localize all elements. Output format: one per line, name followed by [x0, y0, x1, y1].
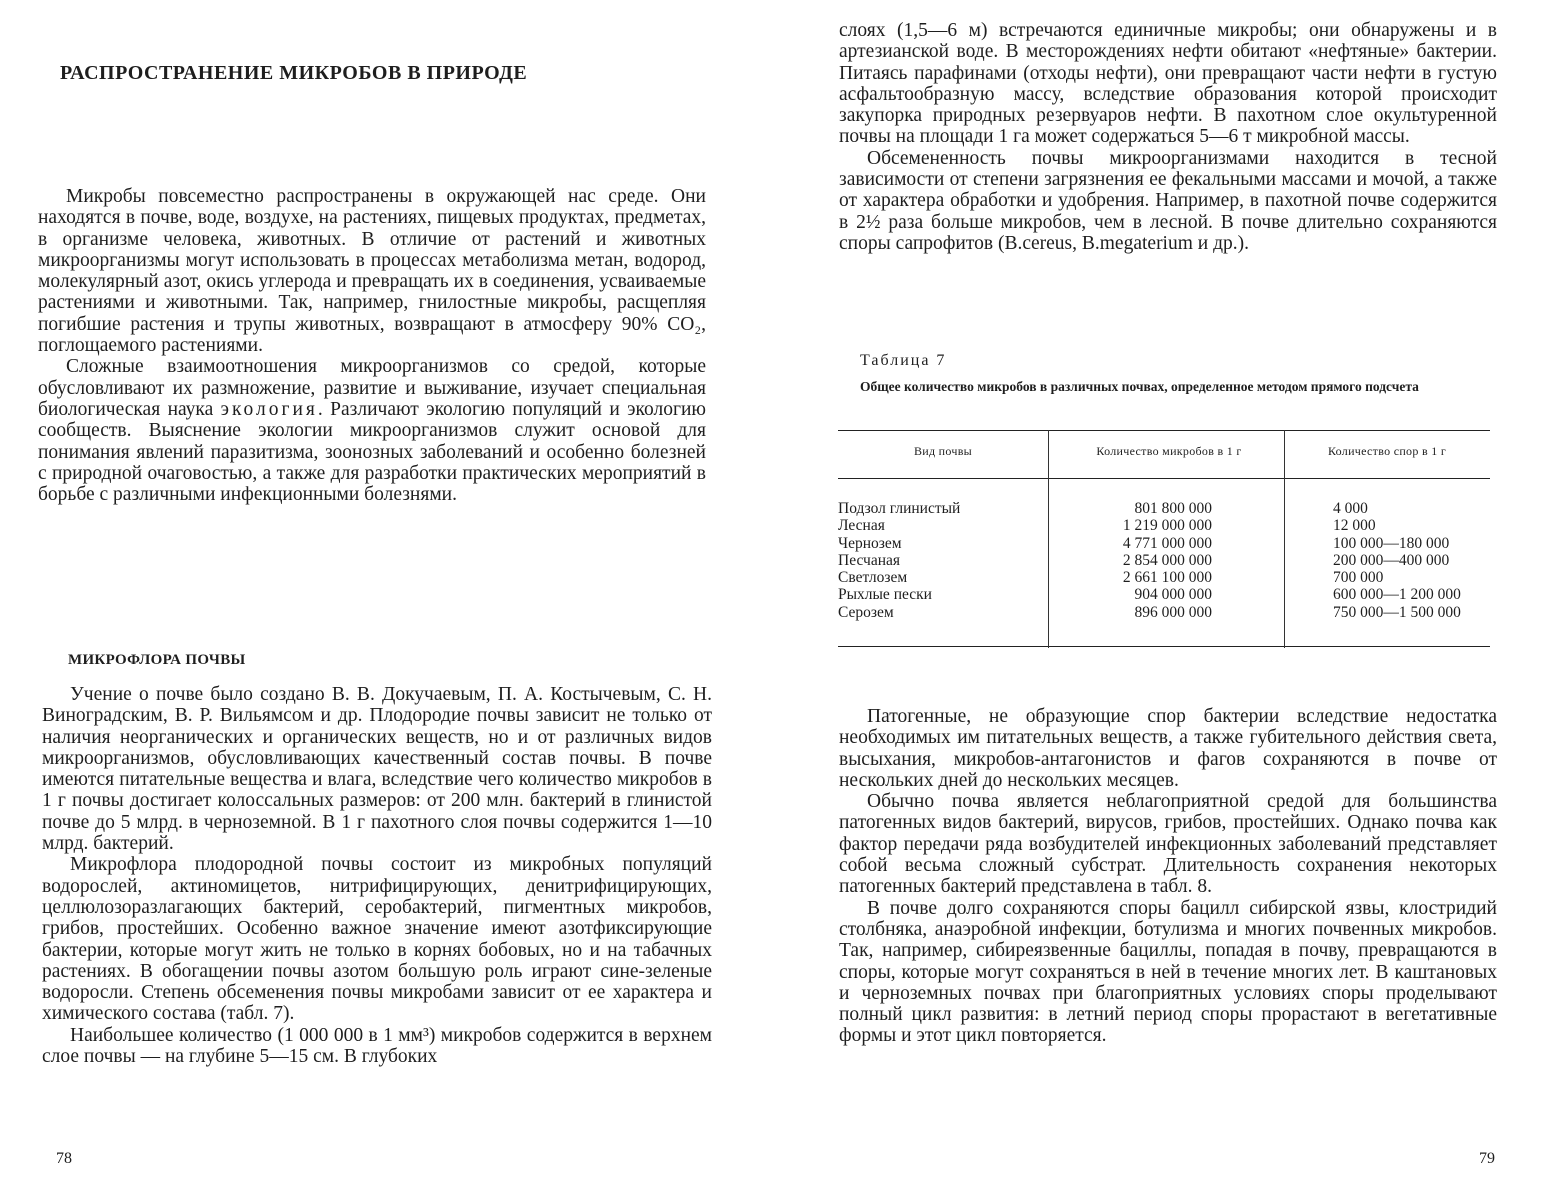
- cell-soil: Рыхлые пески: [838, 586, 932, 604]
- cell-soil: Песчаная: [838, 551, 901, 569]
- paragraph-text: . Различают экологию популяций и экологию сообществ. Выяснение экологии микроорганизмов служит основой для понимания явлений паразитизма, зоонозных заболеваний и особенно болезней с природной очаговостью, а также для разработки практических мероприятий в борьбе с различными инфекционными болезнями.: [38, 398, 706, 506]
- cell-spores: 12 000: [1333, 517, 1376, 535]
- table-row: [838, 552, 1490, 569]
- cell-soil: Светлозем: [838, 569, 908, 587]
- soil-microbes-table: [838, 430, 1490, 648]
- table-row: [838, 500, 1490, 517]
- table-row: [838, 569, 1490, 586]
- paragraph: Обсемененность почвы микроорганизмами находится в тесной зависимости от степени загрязнения ее фекальными массами и мочой, а также от характера обработки и удобрения. Например, в пахотной почве содержится в 2½ раза больше микробов, чем в лесной. В почве длительно сохраняются споры сапрофитов (B.cereus, B.megaterium и др.).: [839, 147, 1497, 254]
- page-number: 78: [56, 1150, 72, 1167]
- bottom-text: [839, 706, 1497, 1047]
- paragraph: Патогенные, не образующие спор бактерии вследствие недостатка необходимых им питательных веществ, а также губительного действия света, высыхания, микробов-антагонистов и фагов сохраняются в почве от нескольких дней до нескольких месяцев.: [839, 706, 1497, 791]
- top-text: [839, 20, 1497, 254]
- cell-spores: 200 000—400 000: [1333, 551, 1450, 569]
- table-body: [838, 500, 1490, 621]
- table-row: [838, 604, 1490, 621]
- table-header-soil: Вид почвы: [913, 444, 973, 458]
- table-caption: Общее количество микробов в различных почвах, определенное методом прямого подсчета: [860, 379, 1419, 394]
- cell-microbes: 801 800 000: [1134, 500, 1212, 517]
- cell-soil: Лесная: [838, 517, 885, 535]
- table-number: Таблица 7: [860, 352, 947, 369]
- intro-text: [38, 186, 706, 505]
- cell-spores: 4 000: [1333, 500, 1368, 517]
- right-page: [771, 0, 1543, 1200]
- cell-microbes: 4 771 000 000: [1122, 534, 1212, 552]
- cell-microbes: 2 661 100 000: [1122, 569, 1212, 587]
- table-header-spores: Количество спор в 1 г: [1327, 444, 1447, 458]
- page-number: 79: [1479, 1150, 1495, 1167]
- left-page: [0, 0, 771, 1200]
- table-bottom-rule: [838, 646, 1490, 647]
- cell-spores: 100 000—180 000: [1333, 534, 1450, 552]
- emphasized-term: экология: [220, 398, 318, 420]
- paragraph: Микрофлора плодородной почвы состоит из микробных популяций водорослей, актиномицетов, нитрифицирующих, денитрифицирующих, целлюлозоразлагающих бактерий, серобактерий, пигментных микробов, грибов, простейших. Особенно важное значение имеют азотфиксирующие бактерии, которые могут жить не только в корнях бобовых, но и на табачных растениях. В обогащении почвы азотом большую роль играют сине-зеленые водоросли. Степень обсеменения почвы микробами зависит от ее характера и химического состава (табл. 7).: [42, 854, 712, 1025]
- cell-microbes: 1 219 000 000: [1122, 517, 1212, 535]
- table-row: [838, 517, 1490, 534]
- paragraph: Микробы повсеместно распространены в окружающей нас среде. Они находятся в почве, воде, воздухе, на растениях, пищевых продуктах, предметах, в организме человека, животных. В отличие от растений и животных микроорганизмы могут использовать в процессах метаболизма метан, водород, молекулярный азот, окись углерода и превращать их в соединения, усваиваемые растениями и животными. Так, например, гнилостные микробы, расщепляя погибшие растения и трупы животных, возвращают в атмосферу 90% CO₂, поглощаемого растениями.: [38, 186, 706, 357]
- section-title: МИКРОФЛОРА ПОЧВЫ: [68, 652, 246, 668]
- paragraph: В почве долго сохраняются споры бацилл сибирской язвы, клостридий столбняка, анаэробной инфекции, ботулизма и многих почвенных микробов. Так, например, сибиреязвенные бациллы, попадая в почву, превращаются в споры, которые могут сохраняться в ней в течение многих лет. В каштановых и черноземных почвах при благоприятных условиях споры проделывают полный цикл развития: в летний период споры прорастают в вегетативные формы и этот цикл повторяется.: [839, 897, 1497, 1047]
- table-top-rule: [838, 430, 1490, 431]
- cell-microbes: 896 000 000: [1134, 603, 1212, 621]
- paragraph: Наибольшее количество (1 000 000 в 1 мм³) микробов содержится в верхнем слое почвы — на глубине 5—15 см. В глубоких: [42, 1024, 712, 1068]
- cell-spores: 600 000—1 200 000: [1333, 586, 1461, 604]
- section-text: [42, 684, 712, 1067]
- cell-soil: Чернозем: [838, 534, 902, 552]
- paragraph: Обычно почва является неблагоприятной средой для большинства патогенных видов бактерий, вирусов, грибов, простейших. Однако почва как фактор передачи ряда возбудителей инфекционных заболеваний представляет собой весьма сложный субстрат. Длительность сохранения некоторых патогенных бактерий представлена в табл. 8.: [839, 791, 1497, 898]
- cell-microbes: 904 000 000: [1134, 586, 1212, 604]
- chapter-title: РАСПРОСТРАНЕНИЕ МИКРОБОВ В ПРИРОДЕ: [60, 62, 528, 84]
- paragraph-text: Сложные взаимоотношения микроорганизмов со средой, которые обусловливают их размножение, развитие и выживание, изучает специальная биологическая наука: [38, 356, 706, 420]
- paragraph: Учение о почве было создано В. В. Докучаевым, П. А. Костычевым, С. Н. Виноградским, В. Р. Вильямсом и др. Плодородие почвы зависит не только от наличия неорганических и органических веществ, но и от различных видов микроорганизмов, обусловливающих качественный состав почвы. В почве имеются питательные вещества и влага, вследствие чего количество микробов в 1 г почвы достигает колоссальных размеров: от 200 млн. бактерий в глинистой почве до 5 млрд. в черноземной. В 1 г пахотного слоя почвы содержится 1—10 млрд. бактерий.: [42, 684, 712, 855]
- cell-microbes: 2 854 000 000: [1122, 551, 1212, 569]
- table-header-microbes: Количество микробов в 1 г: [1096, 444, 1242, 458]
- table-row: [838, 586, 1490, 603]
- paragraph: [38, 356, 706, 505]
- cell-spores: 750 000—1 500 000: [1333, 603, 1461, 621]
- cell-soil: Подзол глинистый: [838, 500, 961, 517]
- cell-soil: Серозем: [838, 603, 894, 621]
- table-row: [838, 535, 1490, 552]
- paragraph: слоях (1,5—6 м) встречаются единичные микробы; они обнаружены и в артезианской воде. В месторождениях нефти обитают «нефтяные» бактерии. Питаясь парафинами (отходы нефти), они превращают части нефти в густую асфальтообразную массу, вследствие образования которой происходит закупорка природных резервуаров нефти. В пахотном слое окультуренной почвы на площади 1 га может содержаться 5—6 т микробной массы.: [839, 20, 1497, 148]
- cell-spores: 700 000: [1333, 569, 1384, 587]
- table-header-rule: [838, 478, 1490, 479]
